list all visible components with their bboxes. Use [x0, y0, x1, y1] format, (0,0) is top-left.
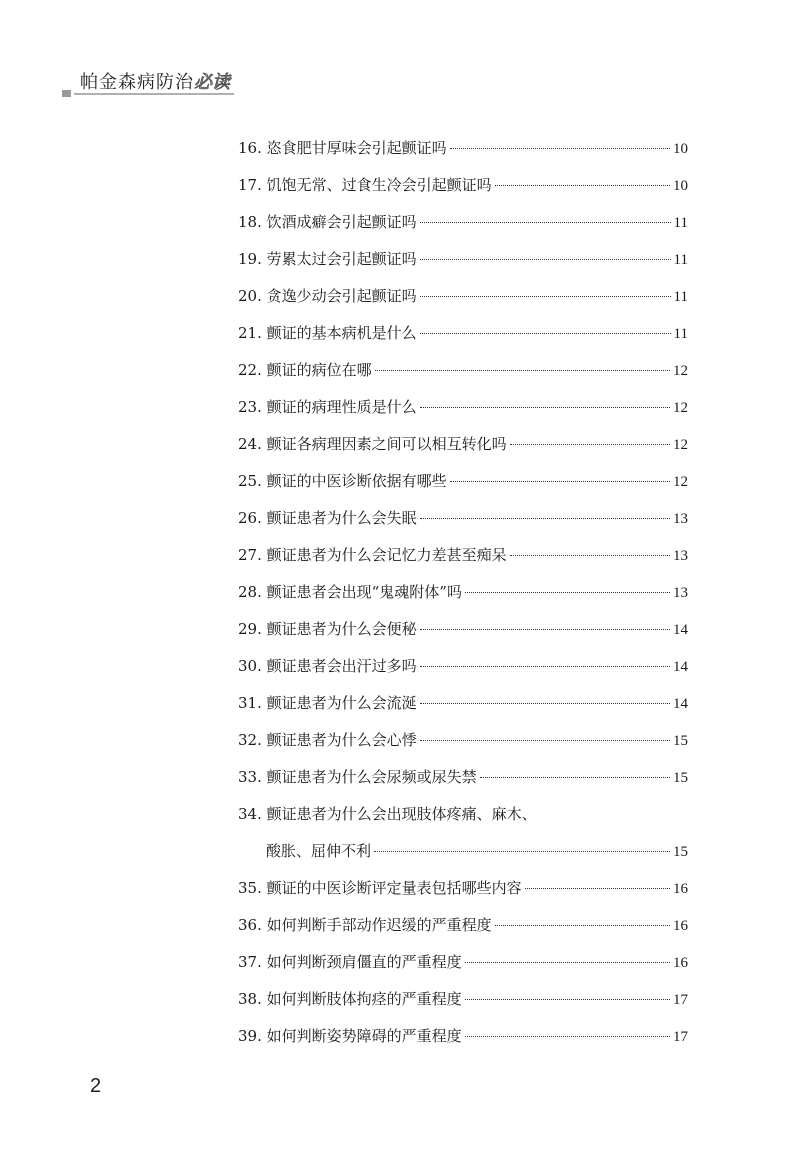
toc-entry-page: 13	[673, 511, 688, 527]
toc-entry-title: 33. 颤证患者为什么会尿频或尿失禁	[238, 768, 477, 786]
toc-dot-leader	[510, 555, 670, 556]
toc-dot-leader	[525, 888, 670, 889]
toc-entry-line	[238, 611, 688, 648]
toc-entry[interactable]	[238, 426, 688, 463]
toc-entry-line	[238, 722, 688, 759]
toc-entry-title: 18. 饮酒成癖会引起颤证吗	[238, 213, 417, 231]
running-header	[62, 68, 234, 98]
toc-entry-page: 15	[673, 844, 688, 860]
toc-dot-leader	[465, 592, 670, 593]
toc-entry-page: 16	[673, 881, 688, 897]
toc-entry[interactable]	[238, 907, 688, 944]
header-bullet	[62, 90, 71, 97]
toc-entry-line	[238, 1018, 688, 1055]
toc-dot-leader	[450, 481, 670, 482]
toc-dot-leader	[480, 777, 670, 778]
toc-entry-line	[238, 944, 688, 981]
toc-entry-title: 30. 颤证患者会出汗过多吗	[238, 657, 417, 675]
toc-entry-line	[238, 278, 688, 315]
toc-entry-page: 17	[673, 1029, 688, 1045]
toc-entry-title: 27. 颤证患者为什么会记忆力差甚至痴呆	[238, 546, 507, 564]
toc-entry-line	[238, 648, 688, 685]
toc-entry-title: 22. 颤证的病位在哪	[238, 361, 372, 379]
toc-entry-line	[238, 463, 688, 500]
toc-entry-line	[238, 352, 688, 389]
toc-entry[interactable]	[238, 389, 688, 426]
toc-entry[interactable]	[238, 796, 688, 870]
toc-entry-page: 17	[673, 992, 688, 1008]
toc-entry[interactable]	[238, 315, 688, 352]
toc-entry-page: 16	[673, 955, 688, 971]
toc-entry-line	[238, 870, 688, 907]
toc-entry-title: 34. 颤证患者为什么会出现肢体疼痛、麻木、	[238, 805, 537, 823]
toc-dot-leader	[420, 666, 670, 667]
toc-entry-page: 15	[673, 733, 688, 749]
toc-entry[interactable]	[238, 611, 688, 648]
toc-entry[interactable]	[238, 981, 688, 1018]
toc-entry-line	[238, 685, 688, 722]
toc-dot-leader	[420, 407, 670, 408]
toc-dot-leader	[420, 740, 670, 741]
toc-entry[interactable]	[238, 537, 688, 574]
toc-dot-leader	[495, 925, 670, 926]
page-number: 2	[90, 1075, 102, 1097]
toc-entry[interactable]	[238, 278, 688, 315]
toc-entry-line	[238, 537, 688, 574]
toc-dot-leader	[465, 999, 670, 1000]
toc-entry-title: 19. 劳累太过会引起颤证吗	[238, 250, 417, 268]
toc-entry-title: 23. 颤证的病理性质是什么	[238, 398, 417, 416]
toc-entry-page: 13	[673, 548, 688, 564]
toc-entry-title: 21. 颤证的基本病机是什么	[238, 324, 417, 342]
toc-entry-page: 14	[673, 696, 688, 712]
toc-entry-page: 11	[673, 289, 688, 305]
book-title-seal: 必读	[194, 72, 230, 93]
toc-entry-continuation-line	[238, 833, 688, 870]
toc-dot-leader	[510, 444, 670, 445]
toc-entry-line	[238, 389, 688, 426]
toc-entry[interactable]	[238, 574, 688, 611]
toc-entry[interactable]	[238, 870, 688, 907]
toc-entry-page: 12	[673, 400, 688, 416]
toc-dot-leader	[420, 222, 671, 223]
toc-entry-page: 11	[673, 326, 688, 342]
toc-entry-title: 35. 颤证的中医诊断评定量表包括哪些内容	[238, 879, 522, 897]
toc-entry-page: 16	[673, 918, 688, 934]
toc-entry-line	[238, 500, 688, 537]
toc-entry-title-continuation: 酸胀、屈伸不利	[266, 842, 372, 860]
toc-entry-title: 16. 恣食肥甘厚味会引起颤证吗	[238, 139, 447, 157]
toc-entry-title: 24. 颤证各病理因素之间可以相互转化吗	[238, 435, 507, 453]
toc-entry-page: 13	[673, 585, 688, 601]
toc-entry-page: 11	[673, 252, 688, 268]
toc-entry[interactable]	[238, 167, 688, 204]
toc-entry-page: 12	[673, 474, 688, 490]
toc-entry-title: 28. 颤证患者会出现“鬼魂附体”吗	[238, 583, 462, 601]
toc-entry-line	[238, 130, 688, 167]
toc-dot-leader	[450, 148, 670, 149]
toc-dot-leader	[465, 962, 670, 963]
toc-entry-page: 15	[673, 770, 688, 786]
header-rule	[74, 93, 234, 95]
toc-entry-page: 10	[673, 141, 688, 157]
toc-entry[interactable]	[238, 463, 688, 500]
toc-entry-line	[238, 907, 688, 944]
toc-dot-leader	[495, 185, 670, 186]
toc-entry[interactable]	[238, 241, 688, 278]
toc-entry-line	[238, 574, 688, 611]
toc-dot-leader	[420, 333, 671, 334]
toc-entry[interactable]	[238, 130, 688, 167]
table-of-contents	[238, 130, 688, 1055]
toc-entry[interactable]	[238, 352, 688, 389]
toc-entry-page: 12	[673, 363, 688, 379]
toc-entry-title: 26. 颤证患者为什么会失眠	[238, 509, 417, 527]
toc-entry-title: 32. 颤证患者为什么会心悸	[238, 731, 417, 749]
toc-entry[interactable]	[238, 685, 688, 722]
toc-entry-title: 25. 颤证的中医诊断依据有哪些	[238, 472, 447, 490]
toc-entry-title: 38. 如何判断肢体拘痉的严重程度	[238, 990, 462, 1008]
toc-dot-leader	[465, 1036, 670, 1037]
toc-dot-leader	[374, 851, 670, 852]
toc-entry-title: 37. 如何判断颈肩僵直的严重程度	[238, 953, 462, 971]
book-title-text: 帕金森病防治	[80, 72, 194, 93]
toc-entry-page: 14	[673, 659, 688, 675]
toc-entry-title: 39. 如何判断姿势障碍的严重程度	[238, 1027, 462, 1045]
toc-entry-first-line	[238, 796, 688, 833]
toc-entry[interactable]	[238, 722, 688, 759]
toc-entry-title: 20. 贪逸少动会引起颤证吗	[238, 287, 417, 305]
toc-dot-leader	[375, 370, 670, 371]
toc-entry[interactable]	[238, 204, 688, 241]
toc-entry[interactable]	[238, 1018, 688, 1055]
toc-entry-line	[238, 167, 688, 204]
toc-entry-line	[238, 315, 688, 352]
toc-entry[interactable]	[238, 500, 688, 537]
toc-entry-title: 31. 颤证患者为什么会流涎	[238, 694, 417, 712]
toc-entry-title: 17. 饥饱无常、过食生冷会引起颤证吗	[238, 176, 492, 194]
toc-entry-line	[238, 759, 688, 796]
toc-entry-title: 29. 颤证患者为什么会便秘	[238, 620, 417, 638]
toc-dot-leader	[420, 518, 670, 519]
toc-entry[interactable]	[238, 648, 688, 685]
toc-entry-page: 10	[673, 178, 688, 194]
toc-dot-leader	[420, 629, 670, 630]
toc-entry[interactable]	[238, 759, 688, 796]
toc-dot-leader	[420, 703, 670, 704]
toc-entry-page: 11	[673, 215, 688, 231]
toc-entry-page: 14	[673, 622, 688, 638]
toc-entry-line	[238, 426, 688, 463]
toc-entry-page: 12	[673, 437, 688, 453]
toc-entry-line	[238, 204, 688, 241]
toc-dot-leader	[420, 259, 671, 260]
toc-entry-title: 36. 如何判断手部动作迟缓的严重程度	[238, 916, 492, 934]
toc-dot-leader	[420, 296, 671, 297]
toc-entry[interactable]	[238, 944, 688, 981]
toc-entry-line	[238, 981, 688, 1018]
toc-entry-line	[238, 241, 688, 278]
book-title	[80, 68, 230, 94]
